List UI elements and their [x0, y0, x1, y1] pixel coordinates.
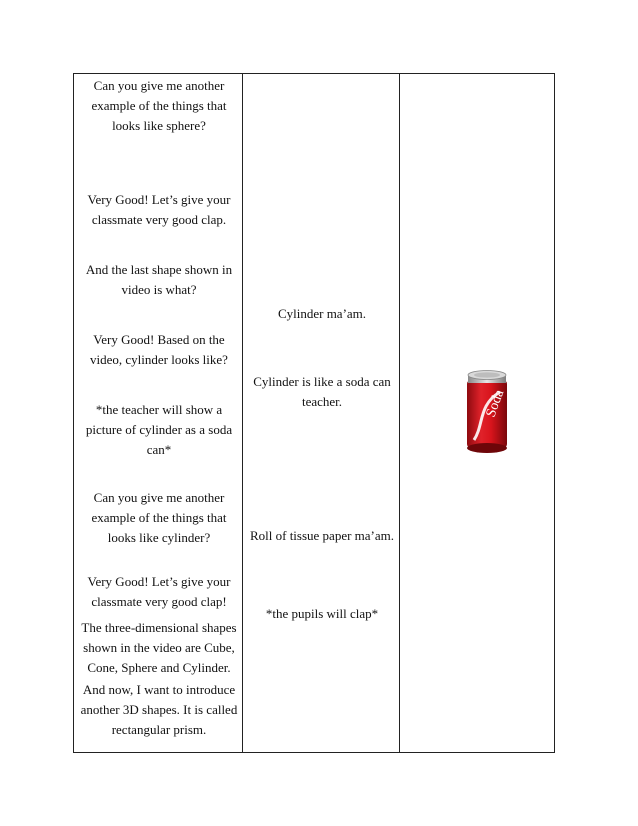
teacher-line-last-shape: And the last shape shown in video is what? [85, 262, 233, 297]
pupil-line-clap: *the pupils will clap* [265, 606, 379, 621]
pupil-line-cylinder: Cylinder ma’am. [277, 306, 367, 321]
lesson-table [73, 73, 555, 753]
teacher-line-clap-2: Very Good! Let’s give your classmate very good clap! [87, 574, 231, 609]
teacher-line-rectangular-prism: And now, I want to introduce another 3D shapes. It is called rectangular prism. [80, 682, 238, 737]
pupil-line-tissue-paper: Roll of tissue paper ma’am. [249, 528, 395, 543]
teacher-line-3d-shapes: The three-dimensional shapes shown in the video are Cube, Cone, Sphere and Cylinder. [81, 620, 237, 675]
teacher-line-clap-1: Very Good! Let’s give your classmate very good clap. [87, 192, 231, 227]
soda-can-icon [464, 370, 510, 456]
pupil-line-soda-can: Cylinder is like a soda can teacher. [253, 374, 391, 409]
svg-text:Soda: Soda [483, 387, 508, 420]
teacher-line-sphere-example: Can you give me another example of the things that looks like sphere? [91, 78, 227, 133]
teacher-line-show-picture: *the teacher will show a picture of cylinder as a soda can* [85, 402, 233, 457]
column-divider-1 [242, 74, 243, 752]
teacher-line-cylinder-example: Can you give me another example of the things that looks like cylinder? [91, 490, 227, 545]
teacher-line-cylinder-like: Very Good! Based on the video, cylinder looks like? [90, 332, 228, 367]
column-divider-2 [399, 74, 400, 752]
